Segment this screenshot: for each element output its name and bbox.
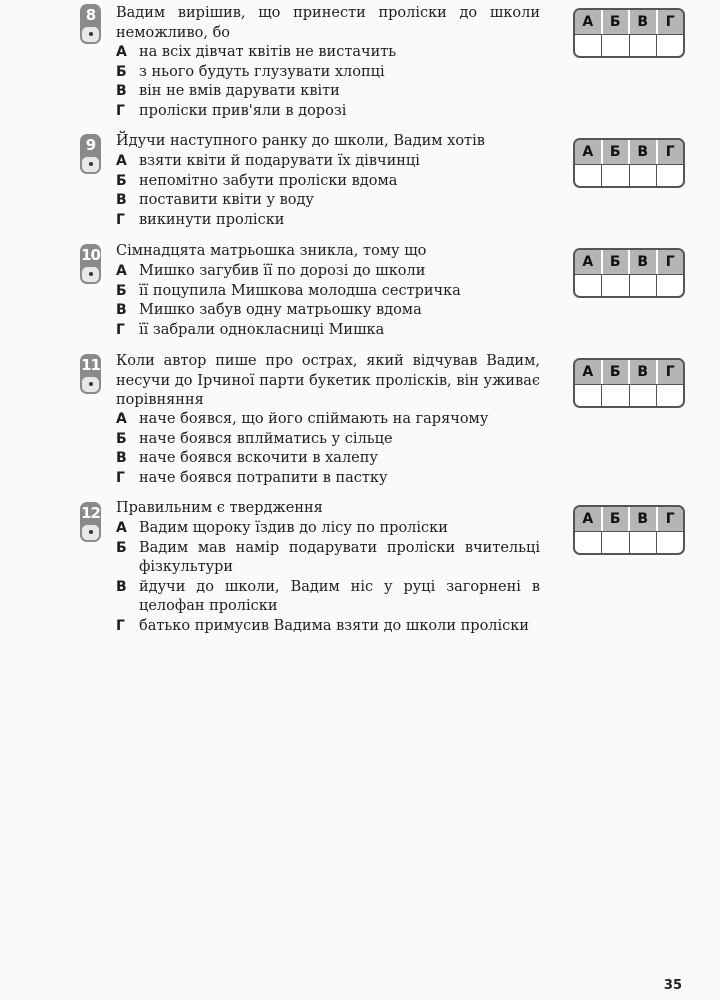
answer-letter: Б — [603, 250, 631, 274]
answer-letter: В — [630, 10, 658, 34]
answer-cell-a[interactable] — [575, 35, 602, 57]
option-c — [116, 578, 540, 617]
option-c — [116, 449, 540, 469]
option-d — [116, 102, 540, 122]
point-marker-icon — [82, 157, 99, 172]
answer-cell-d[interactable] — [657, 532, 683, 554]
answer-cell-d[interactable] — [657, 35, 683, 57]
answer-letter: А — [575, 360, 603, 384]
option-a — [116, 410, 540, 430]
options-list — [116, 43, 540, 121]
answer-letter: Г — [665, 364, 675, 380]
answer-cell-a[interactable] — [575, 385, 602, 407]
answer-letter: В — [630, 360, 658, 384]
answer-cell-a[interactable] — [575, 532, 602, 554]
answer-letter: В — [630, 140, 658, 164]
answer-letter: А — [575, 250, 603, 274]
question-number-badge — [80, 4, 101, 44]
question-number: 8 — [85, 6, 96, 24]
answer-grid-header — [575, 140, 683, 164]
option-text: Мишко забув одну матрьошку вдома — [139, 302, 422, 318]
answer-grid-row — [575, 531, 683, 554]
answer-letter: А — [575, 10, 603, 34]
option-text: її поцупила Мишкова молодша сестричка — [139, 282, 461, 299]
answer-grid-row — [575, 34, 683, 57]
option-text: Вадим щороку їздив до лісу по проліски — [139, 520, 448, 536]
option-letter: В — [116, 302, 127, 318]
option-letter: Б — [116, 63, 127, 80]
option-letter: Б — [116, 430, 127, 447]
answer-letter: А — [575, 140, 603, 164]
option-letter: Г — [116, 211, 125, 228]
question-number: 10 — [81, 246, 100, 264]
option-c — [116, 82, 540, 102]
option-d — [116, 469, 540, 489]
answer-grid-row — [575, 164, 683, 187]
answer-cell-c[interactable] — [630, 165, 657, 187]
option-text: на всіх дівчат квітів не вистачить — [139, 44, 397, 60]
options-list — [116, 410, 540, 488]
answer-cell-d[interactable] — [657, 385, 683, 407]
option-text: наче боявся вскочити в халепу — [139, 450, 378, 466]
question-number-badge — [80, 244, 101, 284]
answer-cell-d[interactable] — [657, 275, 683, 297]
option-text: наче боявся вплйматись у сільце — [139, 430, 393, 447]
question-text: Сімнадцята матрьошка зникла, тому що — [116, 243, 427, 259]
option-letter: Г — [116, 321, 125, 338]
answer-letter: Б — [603, 507, 631, 531]
answer-letter: Г — [665, 14, 675, 30]
answer-cell-b[interactable] — [602, 532, 629, 554]
option-text: він не вмів дарувати квіти — [139, 83, 340, 99]
answer-letter: Б — [603, 10, 631, 34]
answer-letter: Г — [665, 511, 675, 527]
option-text: з нього будуть глузувати хлопці — [139, 63, 385, 80]
option-text: наче боявся, що його спіймають на гарячому — [139, 411, 489, 427]
option-letter: В — [116, 450, 127, 466]
answer-cell-a[interactable] — [575, 275, 602, 297]
option-letter: В — [116, 83, 127, 99]
option-text: непомітно забути проліски вдома — [139, 172, 398, 189]
answer-letter: Б — [603, 140, 631, 164]
answer-letter: В — [630, 250, 658, 274]
question-number: 11 — [81, 356, 100, 374]
answer-cell-b[interactable] — [602, 35, 629, 57]
option-letter: Г — [116, 102, 125, 119]
answer-cell-c[interactable] — [630, 532, 657, 554]
option-letter: Б — [116, 172, 127, 189]
answer-grid-row — [575, 274, 683, 297]
answer-grid-header — [575, 507, 683, 531]
option-d — [116, 617, 540, 637]
answer-cell-b[interactable] — [602, 275, 629, 297]
option-letter: В — [116, 578, 127, 595]
answer-grid — [573, 505, 685, 555]
answer-grid-header — [575, 10, 683, 34]
option-b — [116, 172, 540, 192]
answer-grid-header — [575, 360, 683, 384]
question-number: 9 — [85, 136, 96, 154]
answer-cell-c[interactable] — [630, 275, 657, 297]
answer-letter: Б — [603, 360, 631, 384]
option-a — [116, 43, 540, 63]
question-text: Вадим вирішив, що принести проліски до школи неможливо, бо — [116, 5, 540, 41]
answer-cell-b[interactable] — [602, 385, 629, 407]
option-text: проліски прив'яли в дорозі — [139, 102, 347, 119]
answer-letter: В — [630, 507, 658, 531]
option-letter: Б — [116, 539, 127, 556]
option-letter: А — [116, 153, 127, 169]
question-number-badge — [80, 354, 101, 394]
option-b — [116, 282, 540, 302]
option-letter: Б — [116, 282, 127, 299]
option-b — [116, 539, 540, 578]
option-letter: А — [116, 411, 127, 427]
option-c — [116, 191, 540, 211]
answer-grid — [573, 358, 685, 408]
answer-cell-b[interactable] — [602, 165, 629, 187]
option-letter: Г — [116, 469, 125, 486]
point-marker-icon — [82, 525, 99, 540]
option-letter: В — [116, 192, 127, 208]
question-text: Йдучи наступного ранку до школи, Вадим хотів — [116, 133, 485, 149]
answer-letter: Г — [665, 254, 675, 270]
option-a — [116, 262, 540, 282]
options-list — [116, 152, 540, 230]
question-number: 12 — [81, 504, 100, 522]
option-letter: А — [116, 520, 127, 536]
option-text: викинути проліски — [139, 211, 285, 228]
question-text: Правильним є твердження — [116, 500, 323, 516]
answer-grid — [573, 8, 685, 58]
option-a — [116, 152, 540, 172]
answer-grid — [573, 138, 685, 188]
option-c — [116, 301, 540, 321]
answer-letter: Г — [665, 144, 675, 160]
option-b — [116, 430, 540, 450]
option-text: Мишко загубив її по дорозі до школи — [139, 263, 426, 279]
option-d — [116, 211, 540, 231]
option-a — [116, 519, 540, 539]
question-number-badge — [80, 502, 101, 542]
option-b — [116, 63, 540, 83]
option-letter: Г — [116, 617, 125, 634]
options-list — [116, 262, 540, 340]
option-text: йдучи до школи, Вадим ніс у руці загорнені в целофан проліски — [139, 578, 540, 614]
option-text: батько примусив Вадима взяти до школи проліски — [139, 617, 530, 634]
answer-grid-header — [575, 250, 683, 274]
answer-grid — [573, 248, 685, 298]
option-letter: А — [116, 44, 127, 60]
answer-cell-c[interactable] — [630, 35, 657, 57]
option-text: поставити квіти у воду — [139, 192, 314, 208]
page-number: 35 — [663, 978, 682, 993]
option-text: наче боявся потрапити в пастку — [139, 469, 388, 486]
question-number-badge — [80, 134, 101, 174]
answer-cell-c[interactable] — [630, 385, 657, 407]
question-text: Коли автор пише про острах, який відчував Вадим, несучи до Ірчиної парти букетик пролісків, він уживає порівняння — [116, 353, 540, 408]
option-d — [116, 321, 540, 341]
answer-cell-a[interactable] — [575, 165, 602, 187]
option-text: взяти квіти й подарувати їх дівчинці — [139, 153, 420, 169]
option-letter: А — [116, 263, 127, 279]
options-list — [116, 519, 540, 636]
point-marker-icon — [82, 377, 99, 392]
point-marker-icon — [82, 267, 99, 282]
answer-letter: А — [575, 507, 603, 531]
option-text: її забрали однокласниці Мишка — [139, 321, 385, 338]
answer-cell-d[interactable] — [657, 165, 683, 187]
answer-grid-row — [575, 384, 683, 407]
option-text: Вадим мав намір подарувати проліски вчительці фізкультури — [139, 539, 540, 575]
point-marker-icon — [82, 27, 99, 42]
